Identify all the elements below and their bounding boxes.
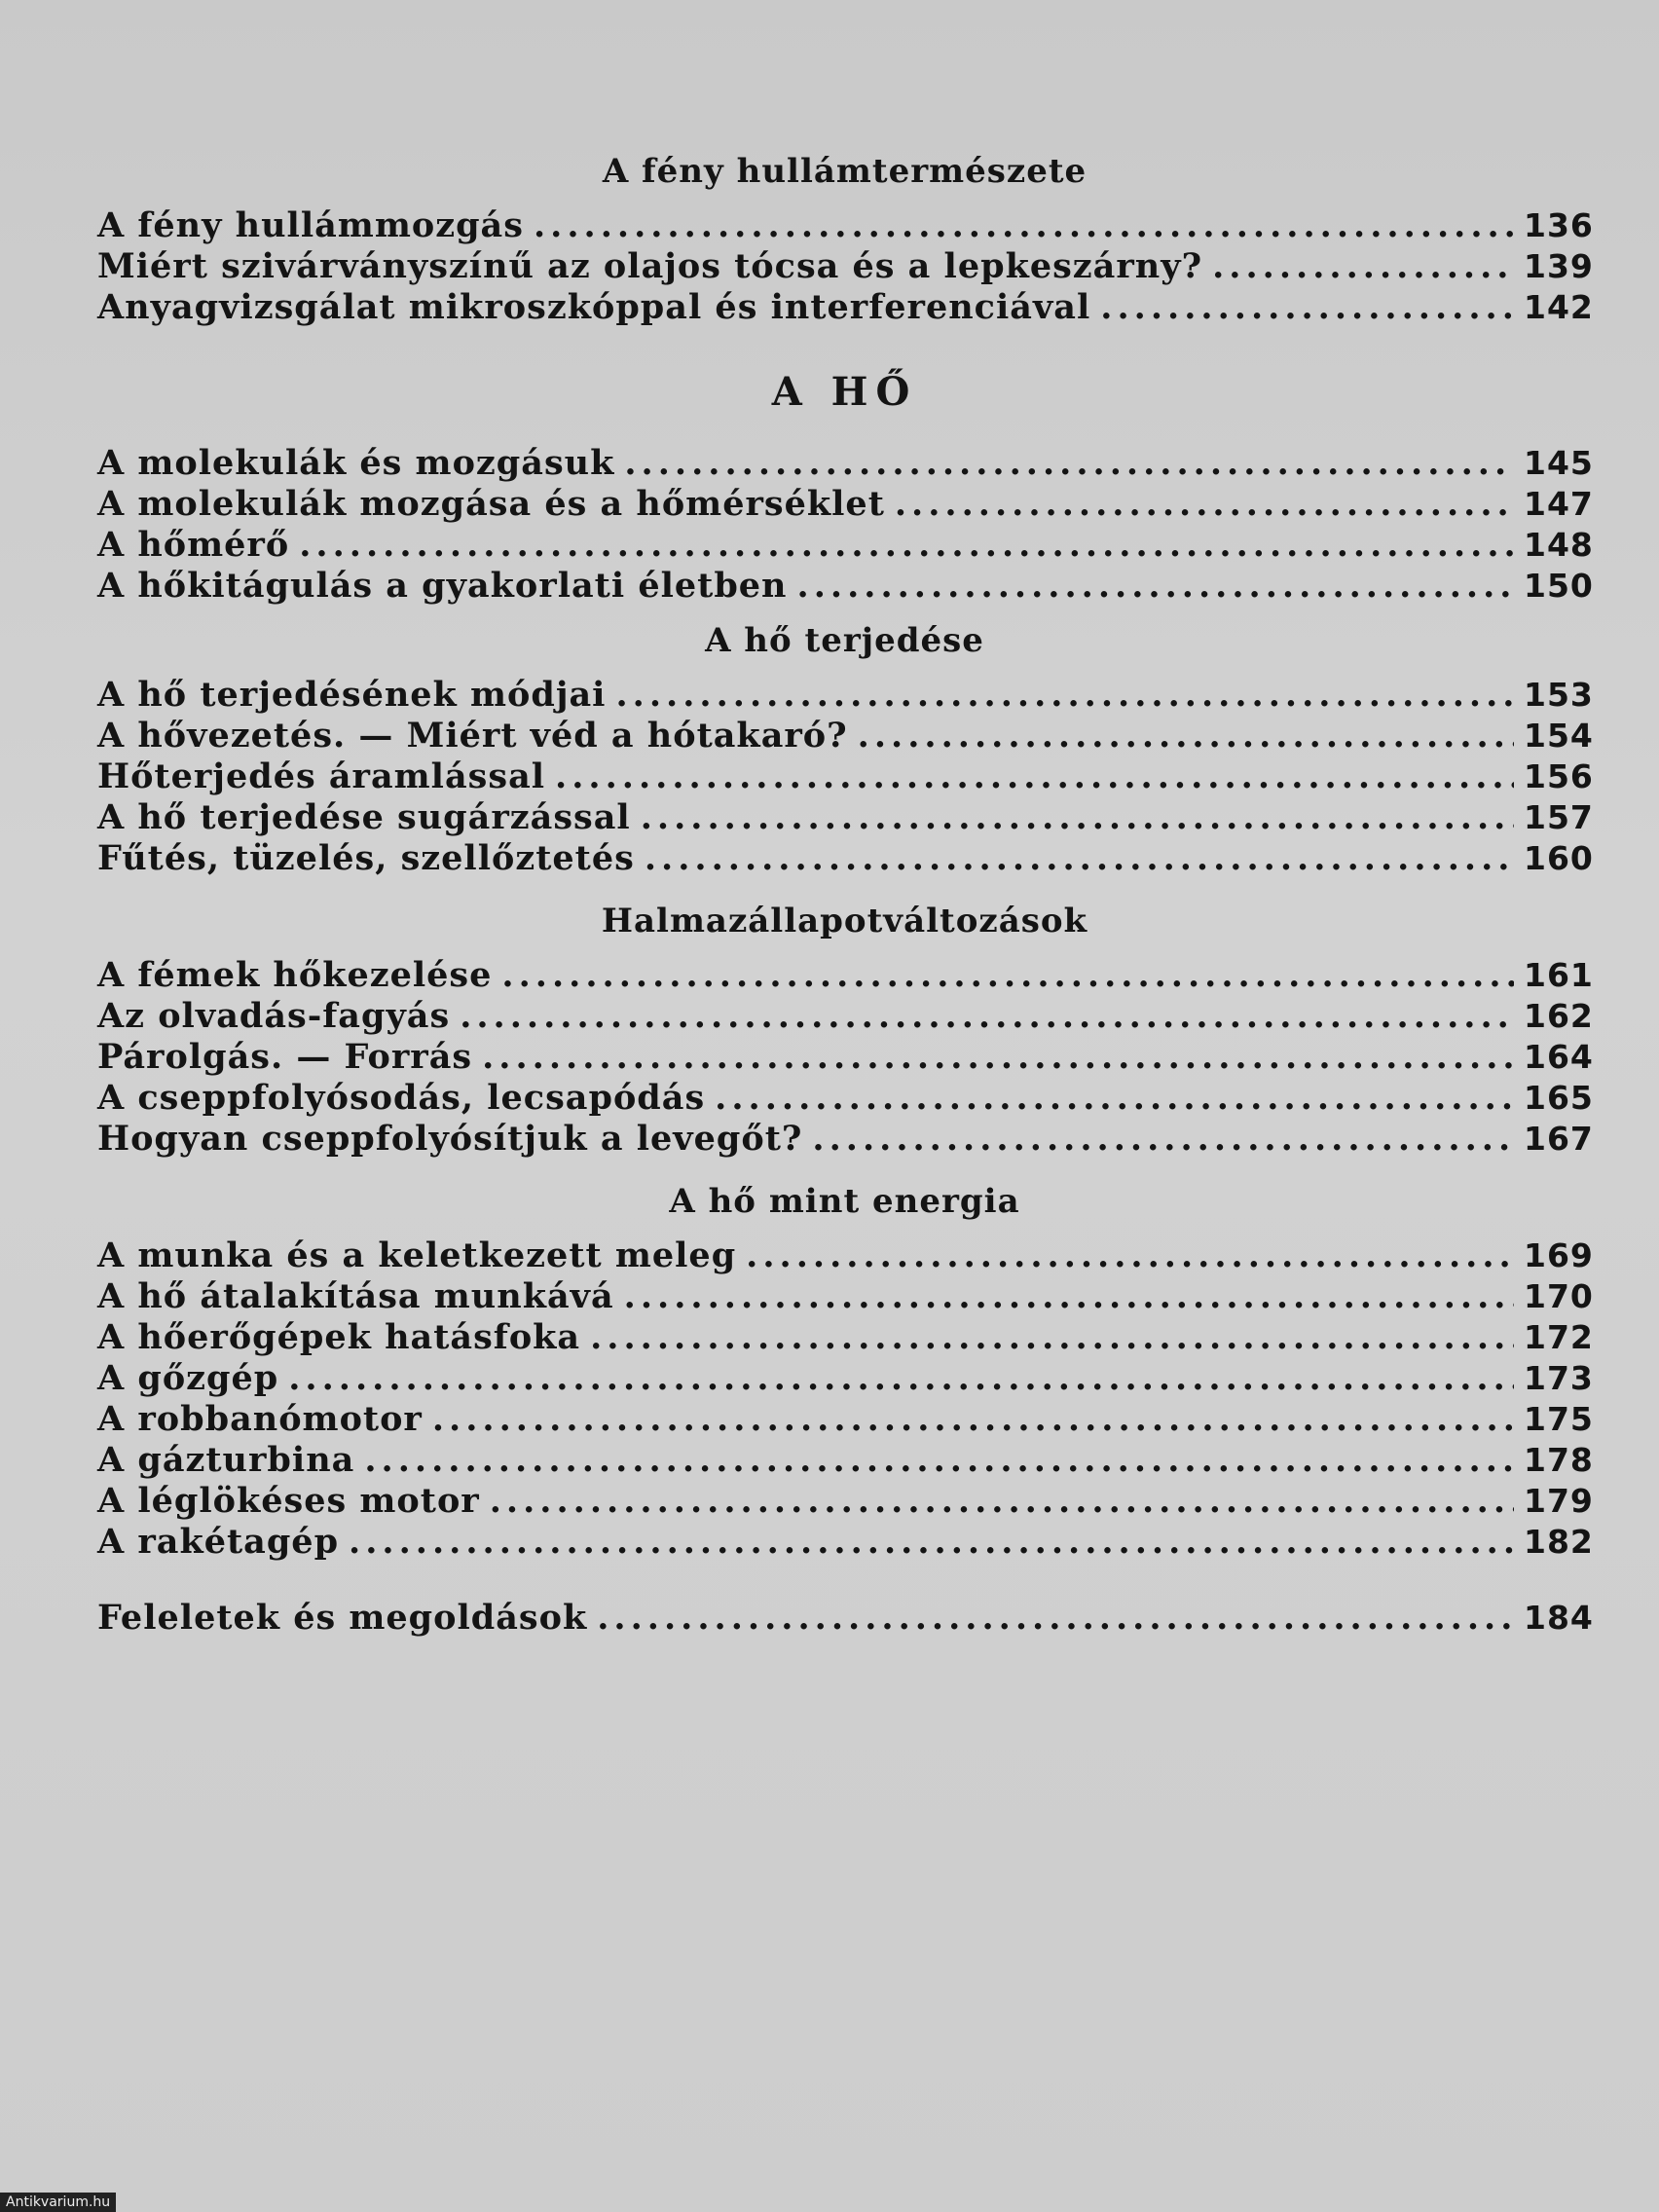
- entry-title: A hőerőgépek hatásfoka: [97, 1317, 581, 1357]
- toc-entry: [97, 1358, 1592, 1399]
- toc-entry: [97, 797, 1592, 838]
- dot-leader: [482, 1037, 1514, 1078]
- dot-leader: [590, 1317, 1514, 1358]
- entry-page: 169: [1524, 1236, 1594, 1274]
- dot-leader: [895, 484, 1514, 525]
- entry-title: A munka és a keletkezett meleg: [97, 1235, 737, 1275]
- dot-leader: [460, 996, 1514, 1037]
- entry-page: 173: [1524, 1359, 1594, 1397]
- entry-page: 161: [1524, 956, 1594, 994]
- dot-leader: [624, 443, 1514, 484]
- entry-page: 145: [1524, 444, 1594, 482]
- dot-leader: [615, 675, 1514, 716]
- entry-title: A hő átalakítása munkává: [97, 1276, 614, 1316]
- dot-leader: [624, 1276, 1514, 1317]
- entry-page: 160: [1524, 839, 1594, 877]
- toc-entry: [97, 1235, 1592, 1276]
- dot-leader: [597, 1598, 1514, 1639]
- entry-title: A hőkitágulás a gyakorlati életben: [97, 566, 788, 606]
- entry-title: Miért szivárványszínű az olajos tócsa és a lepkeszárny?: [97, 246, 1203, 286]
- dot-leader: [490, 1481, 1514, 1522]
- entry-page: 179: [1524, 1482, 1594, 1520]
- entry-title: Anyagvizsgálat mikroszkóppal és interferenciával: [97, 287, 1091, 327]
- entry-page: 162: [1524, 997, 1594, 1035]
- toc-entry: [97, 1317, 1592, 1358]
- toc-entry: [97, 525, 1592, 566]
- entry-title: A hővezetés. — Miért véd a hótakaró?: [97, 716, 848, 756]
- entry-page: 182: [1524, 1523, 1594, 1561]
- entry-title: Párolgás. — Forrás: [97, 1037, 473, 1077]
- entry-page: 157: [1524, 798, 1594, 836]
- toc-entry: [97, 1119, 1592, 1160]
- toc-entry: [97, 566, 1592, 607]
- toc-entry: [97, 205, 1592, 246]
- toc-entry: [97, 1037, 1592, 1078]
- toc-entry: [97, 838, 1592, 879]
- part-heading: A HŐ: [771, 369, 918, 415]
- dot-leader: [715, 1078, 1514, 1119]
- toc-entry: [97, 484, 1592, 525]
- entry-title: Az olvadás-fagyás: [97, 996, 451, 1036]
- entry-title: A robbanómotor: [97, 1399, 423, 1439]
- dot-leader: [349, 1522, 1514, 1563]
- entry-page: 184: [1524, 1599, 1594, 1637]
- entry-page: 154: [1524, 717, 1594, 755]
- dot-leader: [501, 955, 1514, 996]
- dot-leader: [288, 1358, 1514, 1399]
- entry-title: Feleletek és megoldások: [97, 1598, 588, 1638]
- entry-title: A molekulák és mozgásuk: [97, 443, 615, 483]
- entry-title: A rakétagép: [97, 1522, 340, 1562]
- toc-entry: [97, 675, 1592, 716]
- site-watermark: Antikvarium.hu: [0, 2193, 116, 2212]
- section-heading: A hő mint energia: [669, 1182, 1020, 1221]
- dot-leader: [364, 1440, 1514, 1481]
- table-of-contents: [97, 151, 1592, 1639]
- entry-title: A cseppfolyósodás, lecsapódás: [97, 1078, 706, 1118]
- entry-title: Hőterjedés áramlással: [97, 756, 546, 796]
- entry-page: 139: [1524, 247, 1594, 285]
- toc-entry: [97, 1440, 1592, 1481]
- entry-title: A fémek hőkezelése: [97, 955, 493, 995]
- dot-leader: [645, 838, 1514, 879]
- entry-page: 170: [1524, 1277, 1594, 1315]
- toc-entry: [97, 1522, 1592, 1563]
- entry-page: 175: [1524, 1400, 1594, 1438]
- entry-title: A hő terjedésének módjai: [97, 675, 607, 715]
- dot-leader: [812, 1119, 1514, 1160]
- entry-page: 136: [1524, 206, 1594, 244]
- dot-leader: [534, 205, 1514, 246]
- toc-entry: [97, 756, 1592, 797]
- dot-leader: [432, 1399, 1514, 1440]
- dot-leader: [858, 716, 1514, 756]
- toc-entry: [97, 1276, 1592, 1317]
- toc-entry: [97, 246, 1592, 287]
- entry-page: 150: [1524, 567, 1594, 605]
- entry-title: A gázturbina: [97, 1440, 355, 1480]
- section-heading: A hő terjedése: [705, 621, 984, 660]
- dot-leader: [797, 566, 1514, 607]
- toc-entry-final: [97, 1598, 1592, 1639]
- entry-page: 178: [1524, 1441, 1594, 1479]
- section-heading: Halmazállapotváltozások: [601, 902, 1088, 940]
- entry-title: A molekulák mozgása és a hőmérséklet: [97, 484, 885, 524]
- entry-page: 156: [1524, 757, 1594, 795]
- entry-page: 153: [1524, 676, 1594, 714]
- entry-page: 172: [1524, 1318, 1594, 1356]
- toc-entry: [97, 716, 1592, 756]
- toc-entry: [97, 443, 1592, 484]
- entry-title: A hőmérő: [97, 525, 290, 565]
- entry-page: 165: [1524, 1079, 1594, 1117]
- toc-entry: [97, 955, 1592, 996]
- entry-page: 148: [1524, 526, 1594, 564]
- toc-entry: [97, 287, 1592, 328]
- toc-entry: [97, 1078, 1592, 1119]
- dot-leader: [641, 797, 1514, 838]
- toc-entry: [97, 1481, 1592, 1522]
- entry-page: 142: [1524, 288, 1594, 326]
- entry-page: 167: [1524, 1120, 1594, 1158]
- entry-title: Hogyan cseppfolyósítjuk a levegőt?: [97, 1119, 803, 1159]
- dot-leader: [299, 525, 1514, 566]
- entry-title: A gőzgép: [97, 1358, 279, 1398]
- dot-leader: [1212, 246, 1514, 287]
- dot-leader: [746, 1235, 1514, 1276]
- entry-title: Fűtés, tüzelés, szellőztetés: [97, 838, 635, 878]
- toc-entry: [97, 1399, 1592, 1440]
- dot-leader: [555, 756, 1514, 797]
- toc-entry: [97, 996, 1592, 1037]
- section-heading: A fény hullámtermészete: [602, 152, 1088, 191]
- entry-page: 147: [1524, 485, 1594, 523]
- entry-page: 164: [1524, 1038, 1594, 1076]
- entry-title: A hő terjedése sugárzással: [97, 797, 631, 837]
- entry-title: A fény hullámmozgás: [97, 205, 524, 245]
- dot-leader: [1100, 287, 1514, 328]
- entry-title: A léglökéses motor: [97, 1481, 480, 1521]
